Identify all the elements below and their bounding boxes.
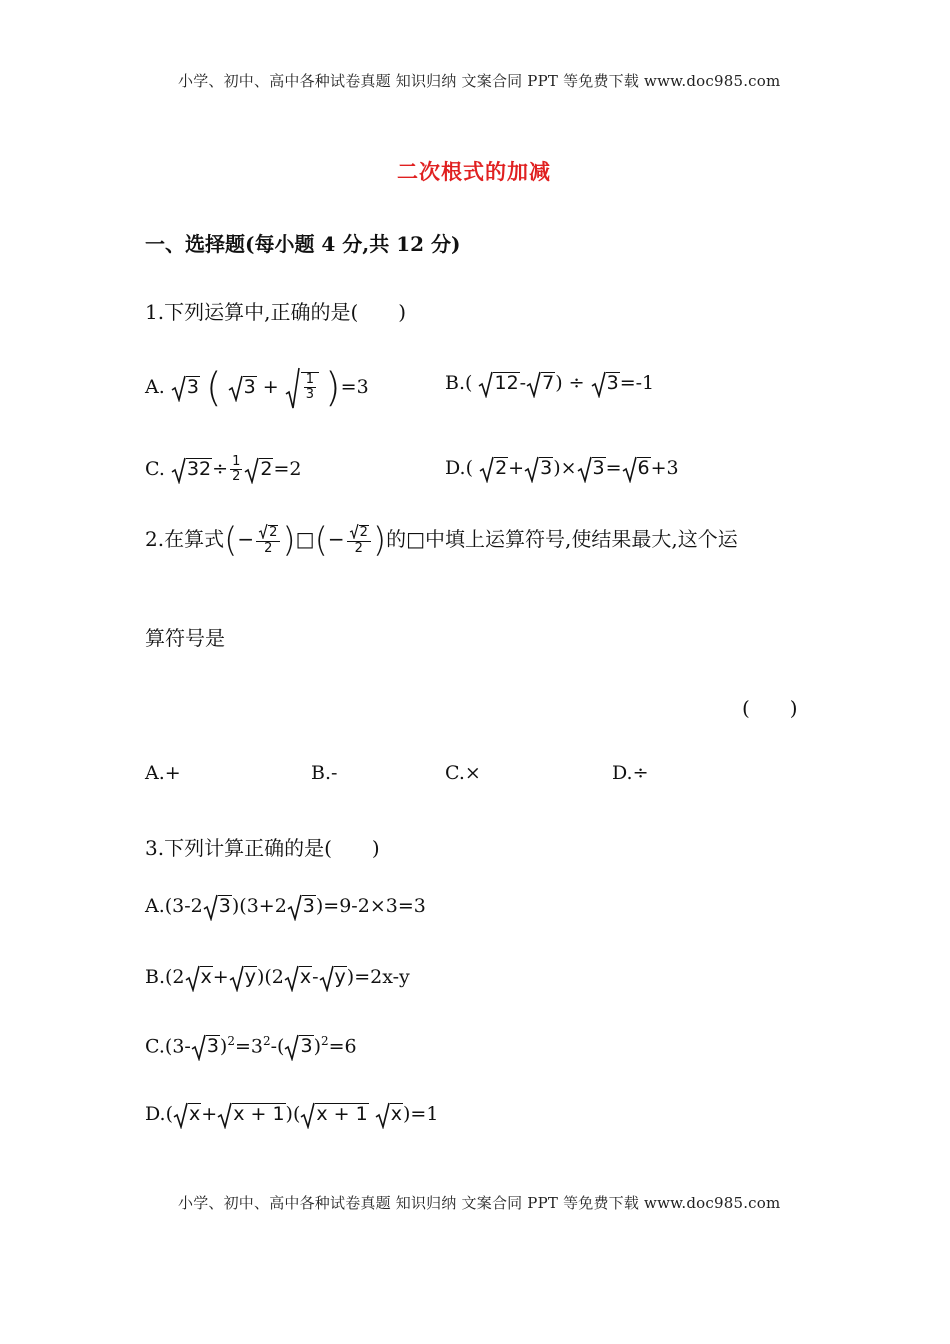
sqrt-x-plus-1: x + 1 bbox=[300, 1103, 368, 1125]
answer-bracket: ( ) bbox=[742, 696, 798, 720]
q3-option-c[interactable]: C.(3- $3)^2=3^2-$( 3)$^2$=6 bbox=[145, 1034, 357, 1058]
q2-option-c[interactable]: C.× bbox=[445, 762, 481, 784]
sqrt-x-plus-1: x + 1 bbox=[217, 1103, 285, 1125]
sqrt-x: x bbox=[284, 966, 312, 988]
sqrt-x: x bbox=[185, 966, 213, 988]
page-footer: 小学、初中、高中各种试卷真题 知识归纳 文案合同 PPT 等免费下载 www.doc985.com bbox=[178, 1194, 781, 1212]
sqrt-2: 2 bbox=[479, 457, 508, 479]
sqrt-3: 3 bbox=[287, 895, 316, 917]
sqrt-3: 3 bbox=[577, 457, 606, 479]
sqrt-3: 3 bbox=[171, 376, 200, 398]
sqrt-3: 3 bbox=[284, 1035, 313, 1057]
sqrt-y: y bbox=[229, 966, 257, 988]
sqrt-3: 3 bbox=[524, 457, 553, 479]
q1-option-d[interactable]: D.( 2+ 3)× 3= 6+3 bbox=[445, 457, 679, 479]
page-header: 小学、初中、高中各种试卷真题 知识归纳 文案合同 PPT 等免费下载 www.doc985.com bbox=[178, 72, 781, 90]
q2-option-b[interactable]: B.- bbox=[311, 762, 338, 784]
sqrt-2: 2 bbox=[244, 458, 273, 480]
question-2-stem: 2.在算式(− $\frac{2}{2}$ )□(− $\frac{2}{2}$ )的□中填上运算符号,使结果最大,这个运 bbox=[145, 520, 738, 561]
sqrt-x: x bbox=[375, 1103, 403, 1125]
sqrt-3: 3 bbox=[191, 1035, 220, 1057]
q1-option-a[interactable]: A. 3 ( 3 + $\frac{1}{3}$ )=3 bbox=[145, 365, 369, 411]
q3-option-b[interactable]: B.(2 x+ y)(2 x- y)=2x-y bbox=[145, 966, 410, 988]
sqrt-12: 12 bbox=[478, 372, 519, 394]
question-3-stem: 3.下列计算正确的是( ) bbox=[145, 836, 380, 860]
sqrt-fraction: $\frac{1}{3}$ bbox=[285, 372, 319, 403]
sqrt-32: 32 bbox=[171, 458, 212, 480]
q1-option-b[interactable]: B.( 12- 7) ÷ 3=-1 bbox=[445, 372, 655, 394]
q1-option-c[interactable]: C. 32÷ $\frac{1}{2}$ 2=2 bbox=[145, 454, 302, 485]
q2-option-d[interactable]: D.÷ bbox=[612, 762, 649, 784]
sqrt-3: 3 bbox=[203, 895, 232, 917]
sqrt-3: 3 bbox=[228, 376, 257, 398]
sqrt-y: y bbox=[319, 966, 347, 988]
section-heading: 一、选择题(每小题 4 分,共 12 分) bbox=[145, 232, 461, 256]
option-label: A. bbox=[145, 376, 165, 398]
sqrt-6: 6 bbox=[622, 457, 651, 479]
sqrt-7: 7 bbox=[526, 372, 555, 394]
sqrt-3: 3 bbox=[591, 372, 620, 394]
q3-option-d[interactable]: D.( x+ x + 1)( x + 1 x)=1 bbox=[145, 1103, 439, 1125]
page-title: 二次根式的加减 bbox=[397, 159, 551, 184]
sqrt-x: x bbox=[173, 1103, 201, 1125]
q2-option-a[interactable]: A.+ bbox=[145, 762, 181, 784]
question-2-stem-line2: 算符号是 bbox=[145, 626, 225, 650]
q3-option-a[interactable]: A.(3-2 3)(3+2 3)=9-2×3=3 bbox=[145, 895, 426, 917]
question-1-stem: 1.下列运算中,正确的是( ) bbox=[145, 300, 407, 324]
